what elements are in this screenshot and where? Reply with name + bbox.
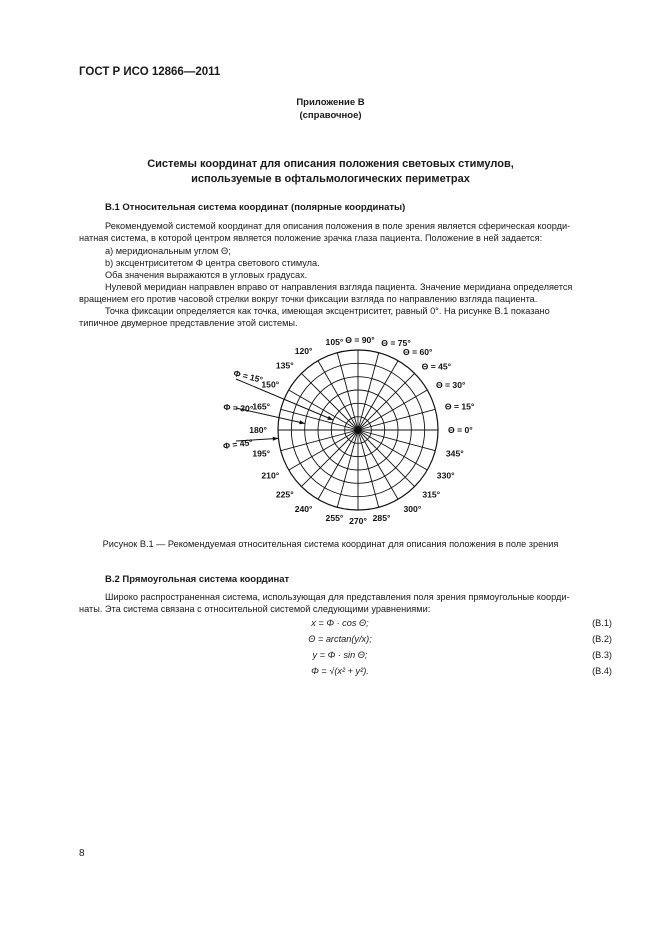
phi-arrowhead bbox=[273, 437, 279, 441]
meridian-label: 225° bbox=[275, 489, 294, 500]
equation-b3-number: (В.3) bbox=[592, 650, 612, 660]
meridian-theta-label: Θ = 75° bbox=[381, 338, 411, 349]
meridian-line bbox=[301, 430, 358, 487]
title-line-2: используемые в офтальмологических периметрах bbox=[191, 173, 470, 185]
meridian-line bbox=[358, 430, 398, 499]
section-b2-heading: В.2 Прямоугольная система координат bbox=[105, 574, 290, 585]
meridian-label: 240° bbox=[294, 503, 313, 514]
meridian-theta-label: Θ = 15° bbox=[444, 401, 475, 412]
equation-b2-number: (В.2) bbox=[592, 634, 612, 644]
equation-b4: Φ = √(x² + y²). bbox=[311, 666, 369, 676]
title-line-1: Системы координат для описания положения световых стимулов, bbox=[147, 158, 514, 170]
meridian-label: 180° bbox=[249, 425, 267, 435]
meridian-line bbox=[318, 361, 358, 430]
meridian-label: 285° bbox=[372, 512, 391, 523]
figure-caption: Рисунок В.1 — Рекомендуемая относительная система координат для описания положения в поле зрения bbox=[102, 539, 559, 549]
eccentricity-phi-label: Φ = 15° bbox=[232, 368, 264, 385]
appendix-title: Приложение В bbox=[296, 97, 365, 108]
section-b2-line-2: наты. Эта система связана с относительной системой следующими уравнениями: bbox=[79, 604, 431, 615]
phi-arrow-line bbox=[236, 379, 333, 420]
meridian-theta-label: Θ = 60° bbox=[403, 347, 433, 358]
meridian-theta-label: Θ = 90° bbox=[345, 335, 375, 345]
meridian-label: 315° bbox=[422, 489, 441, 500]
page-title bbox=[0, 157, 661, 187]
paragraph-3 bbox=[79, 281, 612, 306]
paragraph-4-line-1: Точка фиксации определяется как точка, имеющая эксцентриситет, равный 0°. На рисунке В.1 показано bbox=[105, 306, 550, 316]
phi-arrowhead bbox=[327, 416, 333, 420]
meridian-label: 120° bbox=[294, 346, 313, 357]
fixation-point bbox=[355, 427, 362, 434]
meridian-line bbox=[358, 390, 427, 430]
meridian-label: 150° bbox=[261, 379, 280, 390]
section-b2-line-1: Широко распространенная система, использующая для представления поля зрения прямоугольные коорди- bbox=[105, 592, 570, 602]
meridian-label: 135° bbox=[275, 360, 294, 371]
page-number: 8 bbox=[79, 848, 85, 859]
meridian-label: 165° bbox=[252, 401, 271, 412]
meridian-label: 105° bbox=[325, 337, 344, 348]
meridian-label: 195° bbox=[252, 448, 271, 459]
meridian-line bbox=[318, 430, 358, 499]
meridian-line bbox=[289, 430, 358, 470]
meridian-label: 300° bbox=[403, 503, 422, 514]
section-b1-heading: В.1 Относительная система координат (полярные координаты) bbox=[105, 202, 406, 213]
appendix-note: (справочное) bbox=[299, 110, 362, 121]
meridian-label: 210° bbox=[261, 470, 280, 481]
appendix-label bbox=[0, 96, 661, 122]
list-item-b: b) эксцентриситетом Φ центра светового стимула. bbox=[105, 258, 320, 268]
paragraph-1 bbox=[79, 220, 612, 245]
meridian-label: 345° bbox=[445, 448, 464, 459]
meridian-line bbox=[301, 373, 358, 430]
meridian-line bbox=[358, 430, 415, 487]
equation-b3: y = Φ · sin Θ; bbox=[312, 650, 368, 660]
paragraph-1-line-1: Рекомендуемой системой координат для описания положения в поле зрения является сферическая коорди- bbox=[105, 221, 571, 231]
equation-b2: Θ = arctan(y/x); bbox=[308, 634, 372, 644]
equation-b1: x = Φ · cos Θ; bbox=[311, 618, 369, 628]
meridian-theta-label: Θ = 45° bbox=[421, 361, 452, 372]
meridian-theta-label: Θ = 30° bbox=[435, 380, 466, 390]
meridian-label: 330° bbox=[436, 470, 455, 481]
meridian-line bbox=[289, 390, 358, 430]
paragraph-4 bbox=[79, 305, 612, 330]
meridian-line bbox=[358, 430, 427, 470]
paragraph-3-line-2: вращением его против часовой стрелки вокруг точки фиксации взгляда по направлению взгляда пациента. bbox=[79, 294, 538, 305]
paragraph-2: Оба значения выражаются в угловых градусах. bbox=[105, 270, 308, 280]
meridian-line bbox=[358, 361, 398, 430]
meridian-theta-label: Θ = 0° bbox=[448, 425, 473, 435]
meridian-label: 255° bbox=[325, 512, 344, 523]
meridian-label: 270° bbox=[349, 516, 367, 526]
paragraph-4-line-2: типичное двумерное представление этой системы. bbox=[79, 318, 298, 329]
polar-coordinate-figure bbox=[0, 330, 661, 530]
equation-b1-number: (В.1) bbox=[592, 618, 612, 628]
paragraph-3-line-1: Нулевой меридиан направлен вправо от направления взгляда пациента. Значение меридиана определяется bbox=[105, 282, 573, 292]
section-b2-paragraph bbox=[79, 591, 612, 616]
eccentricity-phi-label: Φ = 30° bbox=[223, 401, 254, 414]
list-item-a: а) меридиональным углом Θ; bbox=[105, 246, 231, 256]
eccentricity-phi-label: Φ = 45° bbox=[222, 437, 254, 452]
polar-grid bbox=[275, 350, 441, 510]
meridian-line bbox=[358, 373, 415, 430]
document-header: ГОСТ Р ИСО 12866—2011 bbox=[79, 66, 221, 78]
equation-b4-number: (В.4) bbox=[592, 666, 612, 676]
paragraph-1-line-2: натная система, в которой центром является положение зрачка глаза пациента. Положение в ней задается: bbox=[79, 233, 543, 244]
